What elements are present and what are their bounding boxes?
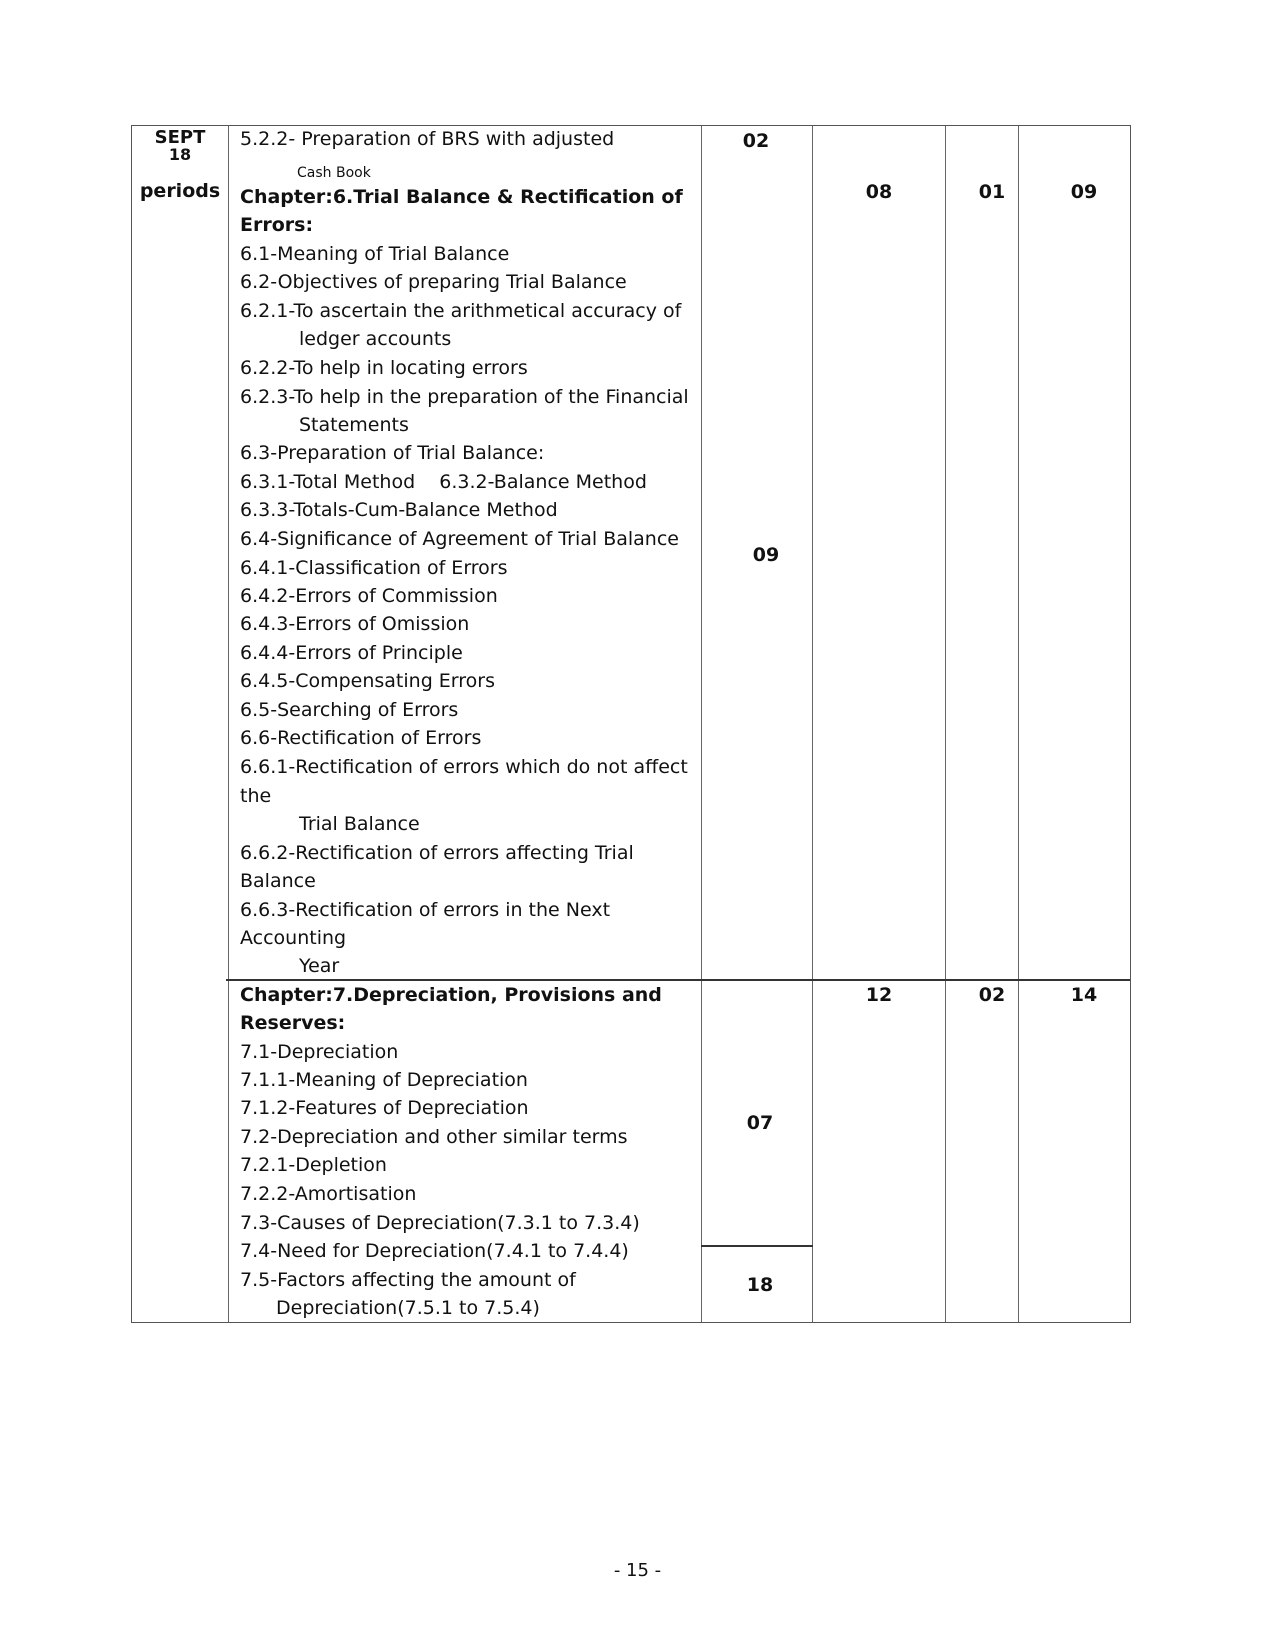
topic-line: Statements — [299, 414, 409, 436]
topic-line: 6.3.3-Totals-Cum-Balance Method — [240, 499, 558, 521]
practical-value: 01 — [978, 181, 1006, 203]
topic-line: 6.3-Preparation of Trial Balance: — [240, 442, 545, 464]
month-period-count: 18 — [168, 145, 192, 164]
practical-value: 02 — [978, 984, 1006, 1006]
topic-line: Trial Balance — [299, 813, 420, 835]
column-divider — [228, 126, 229, 1322]
topic-line: 6.6.1-Rectification of errors which do not affect — [240, 756, 688, 778]
topic-line: 7.1.2-Features of Depreciation — [240, 1097, 529, 1119]
page-number: - 15 - — [613, 1560, 662, 1581]
topic-line: 7.1.1-Meaning of Depreciation — [240, 1069, 528, 1091]
topic-line: 6.4.5-Compensating Errors — [240, 670, 496, 692]
topic-line: 6.4.4-Errors of Principle — [240, 642, 463, 664]
theory-value: 08 — [865, 181, 893, 203]
topic-line: 6.1-Meaning of Trial Balance — [240, 243, 510, 265]
topic-line: 7.1-Depreciation — [240, 1041, 399, 1063]
topic-line: Balance — [240, 870, 316, 892]
chapter-heading: Chapter:7.Depreciation, Provisions and — [240, 984, 662, 1006]
topic-line: Accounting — [240, 927, 347, 949]
periods-divider — [701, 1245, 813, 1247]
topic-line: 7.2.1-Depletion — [240, 1154, 387, 1176]
topic-line: 6.2.1-To ascertain the arithmetical accuracy of — [240, 300, 682, 322]
topic-line: 7.2-Depreciation and other similar terms — [240, 1126, 628, 1148]
topic-line: Cash Book — [297, 165, 371, 181]
column-divider — [812, 126, 813, 1322]
topic-line: 6.6.2-Rectification of errors affecting Trial — [240, 842, 634, 864]
topic-line: 5.2.2- Preparation of BRS with adjusted — [240, 128, 615, 150]
column-divider — [1018, 126, 1019, 1322]
total-value: 09 — [1070, 181, 1098, 203]
topic-line: 6.2-Objectives of preparing Trial Balance — [240, 271, 627, 293]
periods-value: 07 — [746, 1112, 774, 1134]
month-label: SEPT — [154, 127, 206, 148]
topic-line: 7.2.2-Amortisation — [240, 1183, 417, 1205]
total-value: 14 — [1070, 984, 1098, 1006]
theory-value: 12 — [865, 984, 893, 1006]
periods-value: 02 — [742, 130, 770, 152]
row-divider — [226, 979, 1130, 981]
periods-value: 18 — [746, 1274, 774, 1296]
column-divider — [701, 126, 702, 1322]
topic-line: 6.5-Searching of Errors — [240, 699, 459, 721]
periods-value: 09 — [752, 544, 780, 566]
topic-line: 7.4-Need for Depreciation(7.4.1 to 7.4.4) — [240, 1240, 629, 1262]
topic-line: 7.3-Causes of Depreciation(7.3.1 to 7.3.4) — [240, 1212, 640, 1234]
topic-line: 6.6.3-Rectification of errors in the Next — [240, 899, 611, 921]
column-divider — [945, 126, 946, 1322]
month-period-unit: periods — [139, 180, 221, 202]
topic-line: Year — [299, 955, 340, 977]
topic-line: the — [240, 785, 272, 807]
topic-line: Depreciation(7.5.1 to 7.5.4) — [276, 1297, 540, 1319]
chapter-heading: Errors: — [240, 214, 314, 236]
topic-line: 6.4.3-Errors of Omission — [240, 613, 470, 635]
topic-line: 6.6-Rectification of Errors — [240, 727, 482, 749]
topic-line: 6.2.3-To help in the preparation of the Financial — [240, 386, 689, 408]
topic-line: 6.4.1-Classification of Errors — [240, 557, 508, 579]
topic-line: 6.4-Significance of Agreement of Trial Balance — [240, 528, 679, 550]
topic-line: 6.4.2-Errors of Commission — [240, 585, 498, 607]
chapter-heading: Chapter:6.Trial Balance & Rectification of — [240, 186, 683, 208]
topic-line: ledger accounts — [299, 328, 452, 350]
topic-line: 6.2.2-To help in locating errors — [240, 357, 528, 379]
chapter-heading: Reserves: — [240, 1012, 346, 1034]
topic-line: 7.5-Factors affecting the amount of — [240, 1269, 576, 1291]
topic-line: 6.3.1-Total Method 6.3.2-Balance Method — [240, 471, 647, 493]
